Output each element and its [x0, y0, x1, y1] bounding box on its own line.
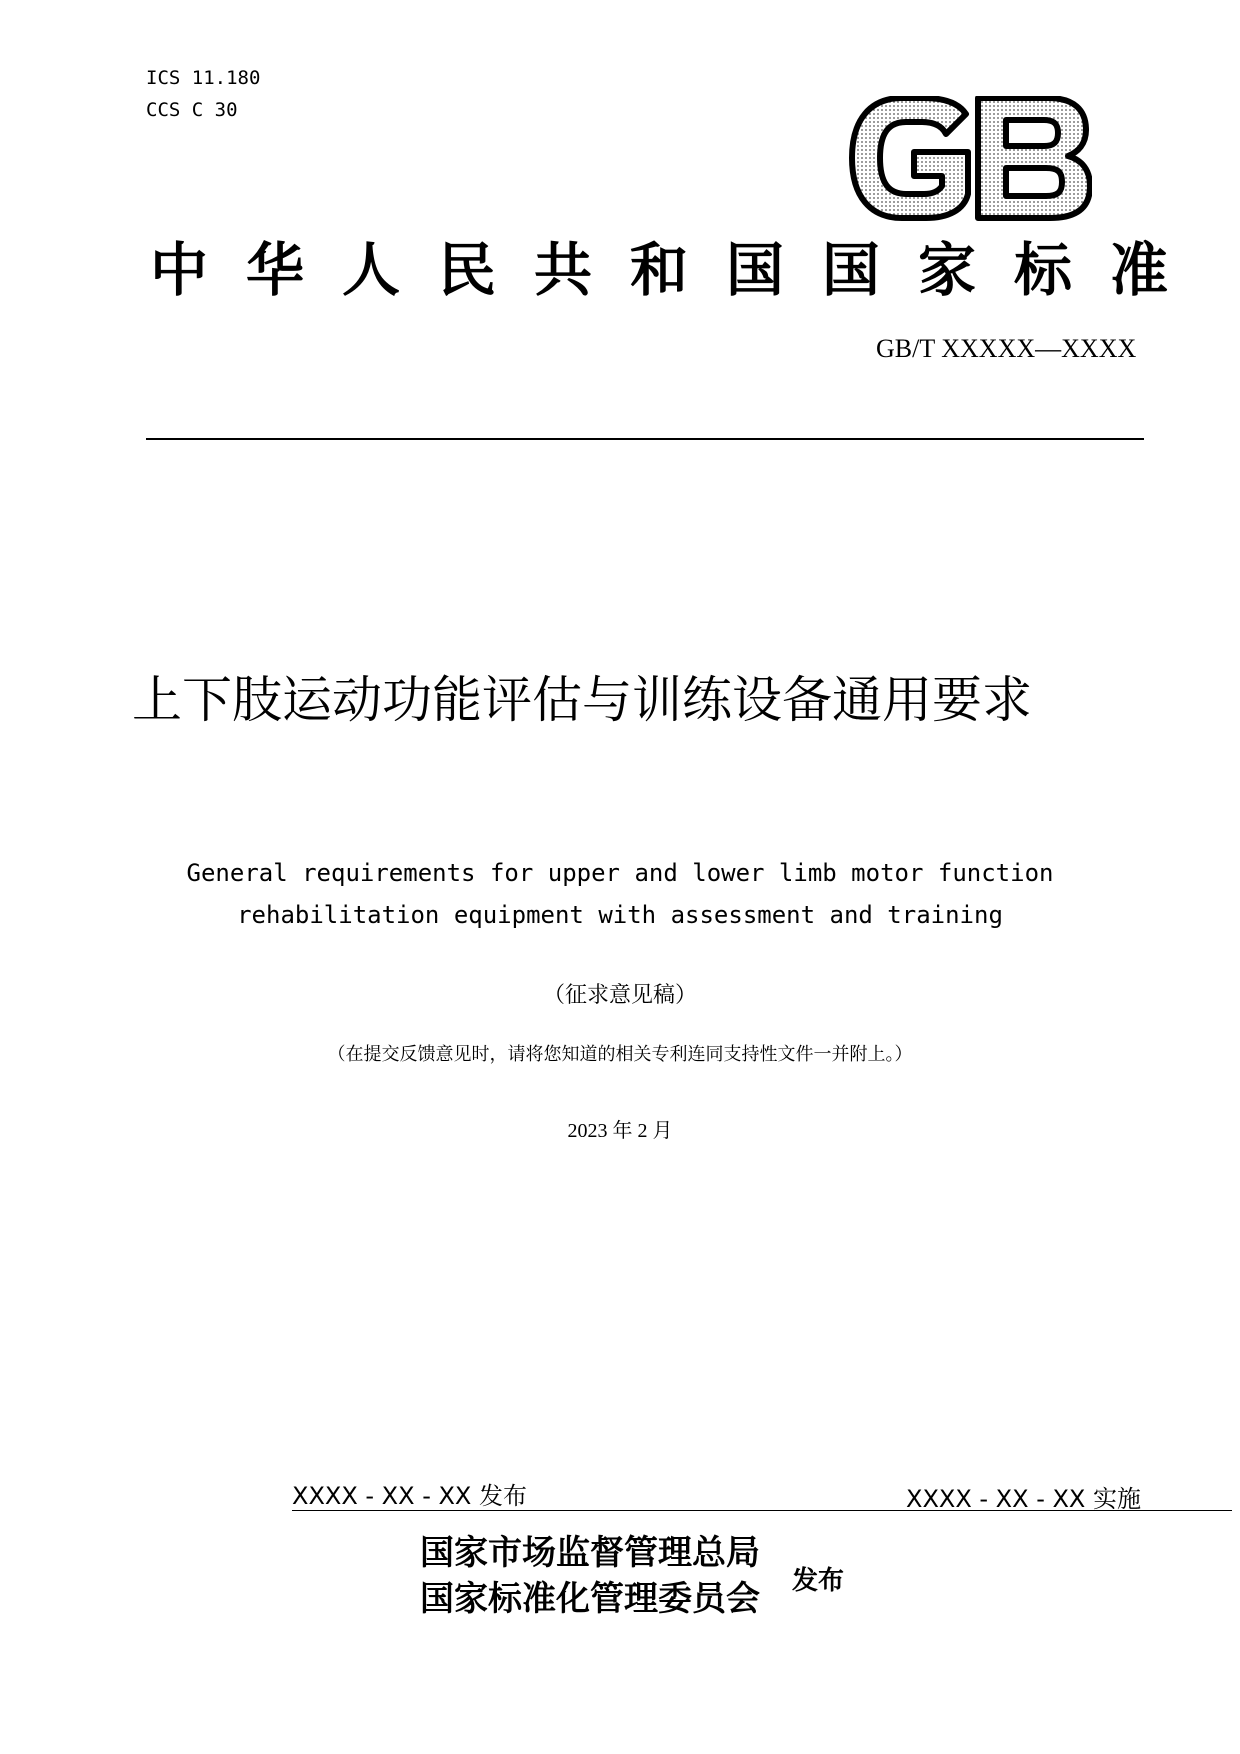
national-standard-title: 中华人民共和国国家标准 [150, 236, 1207, 304]
publish-date: XXXX - XX - XX 发布 [292, 1482, 527, 1510]
draft-status: （征求意见稿） [542, 983, 697, 1008]
footer-divider [292, 1510, 1232, 1511]
header-divider [146, 438, 1144, 440]
gb-logo [848, 96, 1092, 221]
classification-codes [146, 62, 260, 126]
implement-date: XXXX - XX - XX 实施 [906, 1485, 1141, 1513]
issuer-samr: 国家市场监督管理总局 [420, 1533, 760, 1573]
document-title-en [120, 852, 1120, 936]
issued-label: 发布 [792, 1566, 845, 1596]
title-en-line-1: General requirements for upper and lower limb motor function [186, 859, 1054, 887]
document-date: 2023 年 2 月 [567, 1120, 673, 1142]
title-en-line-2: rehabilitation equipment with assessment and training [237, 901, 1003, 929]
ccs-code: CCS C 30 [146, 99, 238, 121]
ics-code: ICS 11.180 [146, 67, 261, 89]
issuing-authorities [420, 1530, 760, 1622]
document-title-cn: 上下肢运动功能评估与训练设备通用要求 [132, 671, 1032, 729]
submission-note: （在提交反馈意见时，请将您知道的相关专利连同支持性文件一并附上。） [327, 1044, 913, 1065]
issuer-sac: 国家标准化管理委员会 [420, 1579, 760, 1619]
standard-number: GB/T XXXXX—XXXX [876, 334, 1137, 363]
